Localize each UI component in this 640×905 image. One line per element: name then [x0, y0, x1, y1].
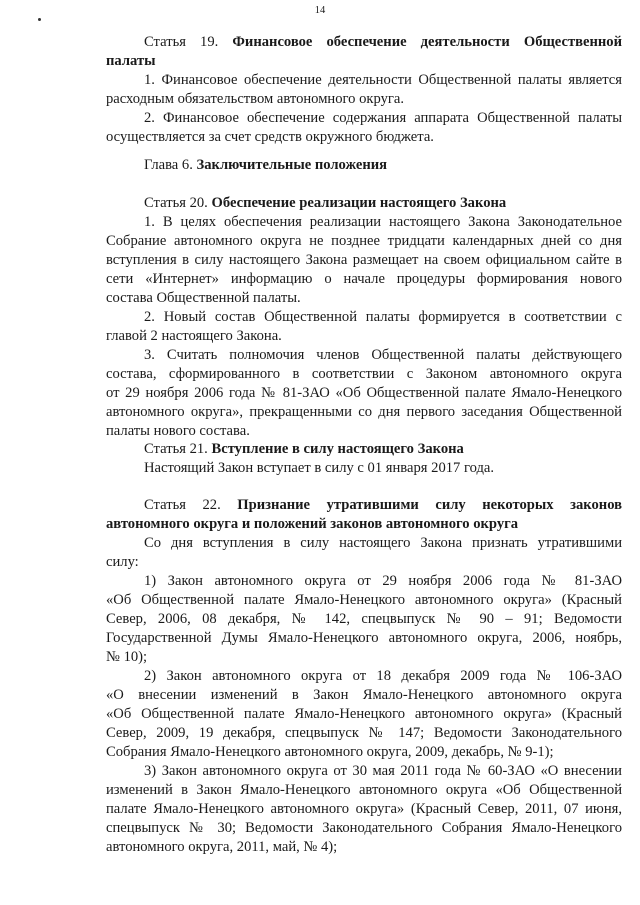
text-line: от 29 ноября 2006 года № 81-ЗАО «Об Общественной палате Ямало-Ненецкого [106, 385, 622, 401]
scan-speck [38, 18, 41, 21]
text-line: расходным обязательством автономного округа. [106, 91, 405, 107]
article-21-heading: Статья 21. Вступление в силу настоящего Закона [144, 441, 464, 457]
text-line: сети «Интернет» информацию о начале процедуры формирования нового [106, 271, 622, 287]
text-line: 2. Финансовое обеспечение содержания аппарата Общественной палаты [144, 110, 622, 126]
text-line: Со дня вступления в силу настоящего Закона признать утратившими [144, 535, 622, 551]
article-20-heading: Статья 20. Обеспечение реализации настоящего Закона [144, 195, 507, 211]
text-line: спецвыпуск № 30; Ведомости Законодательного Собрания Ямало-Ненецкого [106, 820, 622, 836]
text-line: «Об Общественной палате Ямало-Ненецкого автономного округа» (Красный [106, 706, 622, 722]
text-line: палате Ямало-Ненецкого автономного округа» (Красный Север, 2011, 07 июня, [106, 801, 622, 817]
text-line: 1. Финансовое обеспечение деятельности Общественной палаты является [144, 72, 622, 88]
list-item-1: 1) Закон автономного округа от 29 ноября 2006 года № 81-ЗАО [144, 573, 622, 589]
text-line: Собрания Ямало-Ненецкого автономного округа, 2009, декабрь, № 9-1); [106, 744, 554, 760]
list-item-2: 2) Закон автономного округа от 18 декабря 2009 года № 106-ЗАО [144, 668, 622, 684]
text-line: автономного округа», прекращенными со дня первого заседания Общественной [106, 404, 622, 420]
text-line: Собрание автономного округа не позднее тридцати календарных дней со дня [106, 233, 622, 249]
text-line: 2. Новый состав Общественной палаты формируется в соответствии с [144, 309, 622, 325]
article-19-heading: Статья 19. Финансовое обеспечение деятельности Общественной [144, 34, 622, 50]
text-line: «Об Общественной палате Ямало-Ненецкого автономного округа» (Красный [106, 592, 622, 608]
text-line: состава, сформированного в соответствии с Законом автономного округа [106, 366, 622, 382]
article-22-heading: Статья 22. Признание утратившими силу некоторых законов [144, 497, 623, 513]
text-line: изменений в Закон Ямало-Ненецкого автономного округа «Об Общественной [106, 782, 622, 798]
page-number: 14 [314, 5, 326, 16]
text-line: 1. В целях обеспечения реализации настоящего Закона Законодательное [144, 214, 622, 230]
article-22-heading-cont: автономного округа и положений законов автономного округа [106, 516, 519, 532]
list-item-3: 3) Закон автономного округа от 30 мая 2011 года № 60-ЗАО «О внесении [144, 763, 622, 779]
text-line: № 10); [106, 649, 148, 665]
text-line: палаты нового состава. [106, 423, 250, 439]
text-line: осуществляется за счет средств окружного бюджета. [106, 129, 434, 145]
text-line: Государственной Думы Ямало-Ненецкого автономного округа, 2006, ноябрь, [106, 630, 622, 646]
text-line: Север, 2009, 19 декабря, спецвыпуск № 147; Ведомости Законодательного [106, 725, 622, 741]
text-line: Настоящий Закон вступает в силу с 01 января 2017 года. [144, 460, 495, 476]
text-line: главой 2 настоящего Закона. [106, 328, 282, 344]
text-line: Север, 2006, 08 декабря, № 142, спецвыпуск № 90 – 91; Ведомости [106, 611, 622, 627]
text-line: состава Общественной палаты. [106, 290, 301, 306]
article-19-heading-cont: палаты [106, 53, 156, 69]
text-line: вступления в силу настоящего Закона размещает на своем официальном сайте в [106, 252, 622, 268]
text-line: 3. Считать полномочия членов Общественной палаты действующего [144, 347, 622, 363]
text-line: силу: [106, 554, 139, 570]
chapter-6-heading: Глава 6. Заключительные положения [144, 157, 388, 173]
text-line: «О внесении изменений в Закон Ямало-Ненецкого автономного округа [106, 687, 622, 703]
text-line: автономного округа, 2011, май, № 4); [106, 839, 338, 855]
